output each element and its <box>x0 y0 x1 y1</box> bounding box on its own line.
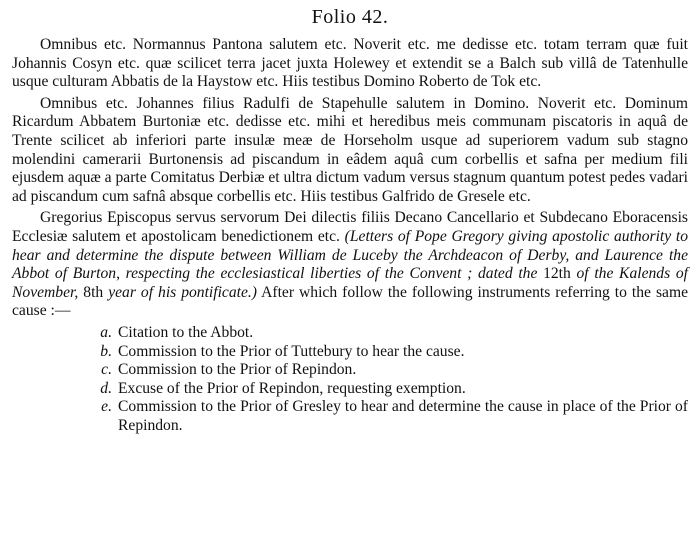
list-item-text: Excuse of the Prior of Repindon, requesting exemption. <box>118 379 466 397</box>
paragraph-stapehulle-grant: Omnibus etc. Johannes filius Radulfi de Stapehulle salutem in Domino. Noverit etc. Dominum Ricardum Abbatem Burtoniæ etc. dedisse etc. mihi et heredibus meis communam piscatoris in aquâ de Trente scilicet ab inferiori parte insulæ meæ de Horseholm usque ad superiorem vadum sub stagno molendini camerarii Burtonensis ad piscandum in eâdem aquâ cum corbellis et safna per medium fili ejusdem aquæ a parte Comitatus Derbiæ et ultra dictum vadum versus stagnum quantum potest pedes vadari ad piscandum cum safnâ absque corbellis etc. Hiis testibus Galfrido de Gresele etc. <box>12 94 689 205</box>
list-item-text: Commission to the Prior of Gresley to hear and determine the cause in place of the Prior of Repindon. <box>118 398 688 434</box>
letter-opening: Gregorius Episcopus servus servorum Dei dilectis filiis Decano Cancellario et Subdecano Eboracensis Ecclesiæ salutem et apostolicam benedictionem etc. <box>12 209 688 245</box>
list-item <box>88 361 688 380</box>
list-item-marker: c. <box>101 361 112 379</box>
letter-date-day: 12th <box>543 265 571 283</box>
letter-summary: (Letters of Pope Gregory giving apostolic authority to hear and determine the dispute between William de Luceby the Archdeacon of Derby, and Laurence the Abbot of Burton, respecting the ecclesiastical liberties of the Convent ; dated the <box>12 227 688 283</box>
letter-closing: After which follow the following instruments referring to the same cause :— <box>12 283 689 320</box>
instruments-list <box>12 324 688 436</box>
list-item-marker: a. <box>100 323 112 341</box>
folio-heading: Folio 42. <box>311 6 389 28</box>
paragraph-pope-gregory-letter <box>12 209 688 321</box>
list-item-marker: b. <box>100 342 112 360</box>
list-item-text: Citation to the Abbot. <box>118 323 254 341</box>
list-item <box>88 398 688 435</box>
letter-summary-pontificate: year of his pontificate.) <box>108 283 257 301</box>
list-item <box>88 343 688 362</box>
list-item-marker: d. <box>100 379 112 397</box>
list-item <box>88 380 688 399</box>
letter-summary-kalends: of the Kalends of November, <box>12 265 688 301</box>
list-item <box>88 324 688 343</box>
list-item-text: Commission to the Prior of Tuttebury to hear the cause. <box>118 342 465 360</box>
letter-date-year: 8th <box>83 283 104 301</box>
list-item-text: Commission to the Prior of Repindon. <box>118 361 357 379</box>
list-item-marker: e. <box>101 398 112 416</box>
paragraph-pantona-grant: Omnibus etc. Normannus Pantona salutem etc. Noverit etc. me dedisse etc. totam terram quæ fuit Johannis Cosyn etc. quæ scilicet terra jacet juxta Holewey et extendit se a Balch sub villâ de Tatenhulle usque culturam Abbatis de la Haystow etc. Hiis testibus Domino Roberto de Tok etc. <box>12 36 688 91</box>
